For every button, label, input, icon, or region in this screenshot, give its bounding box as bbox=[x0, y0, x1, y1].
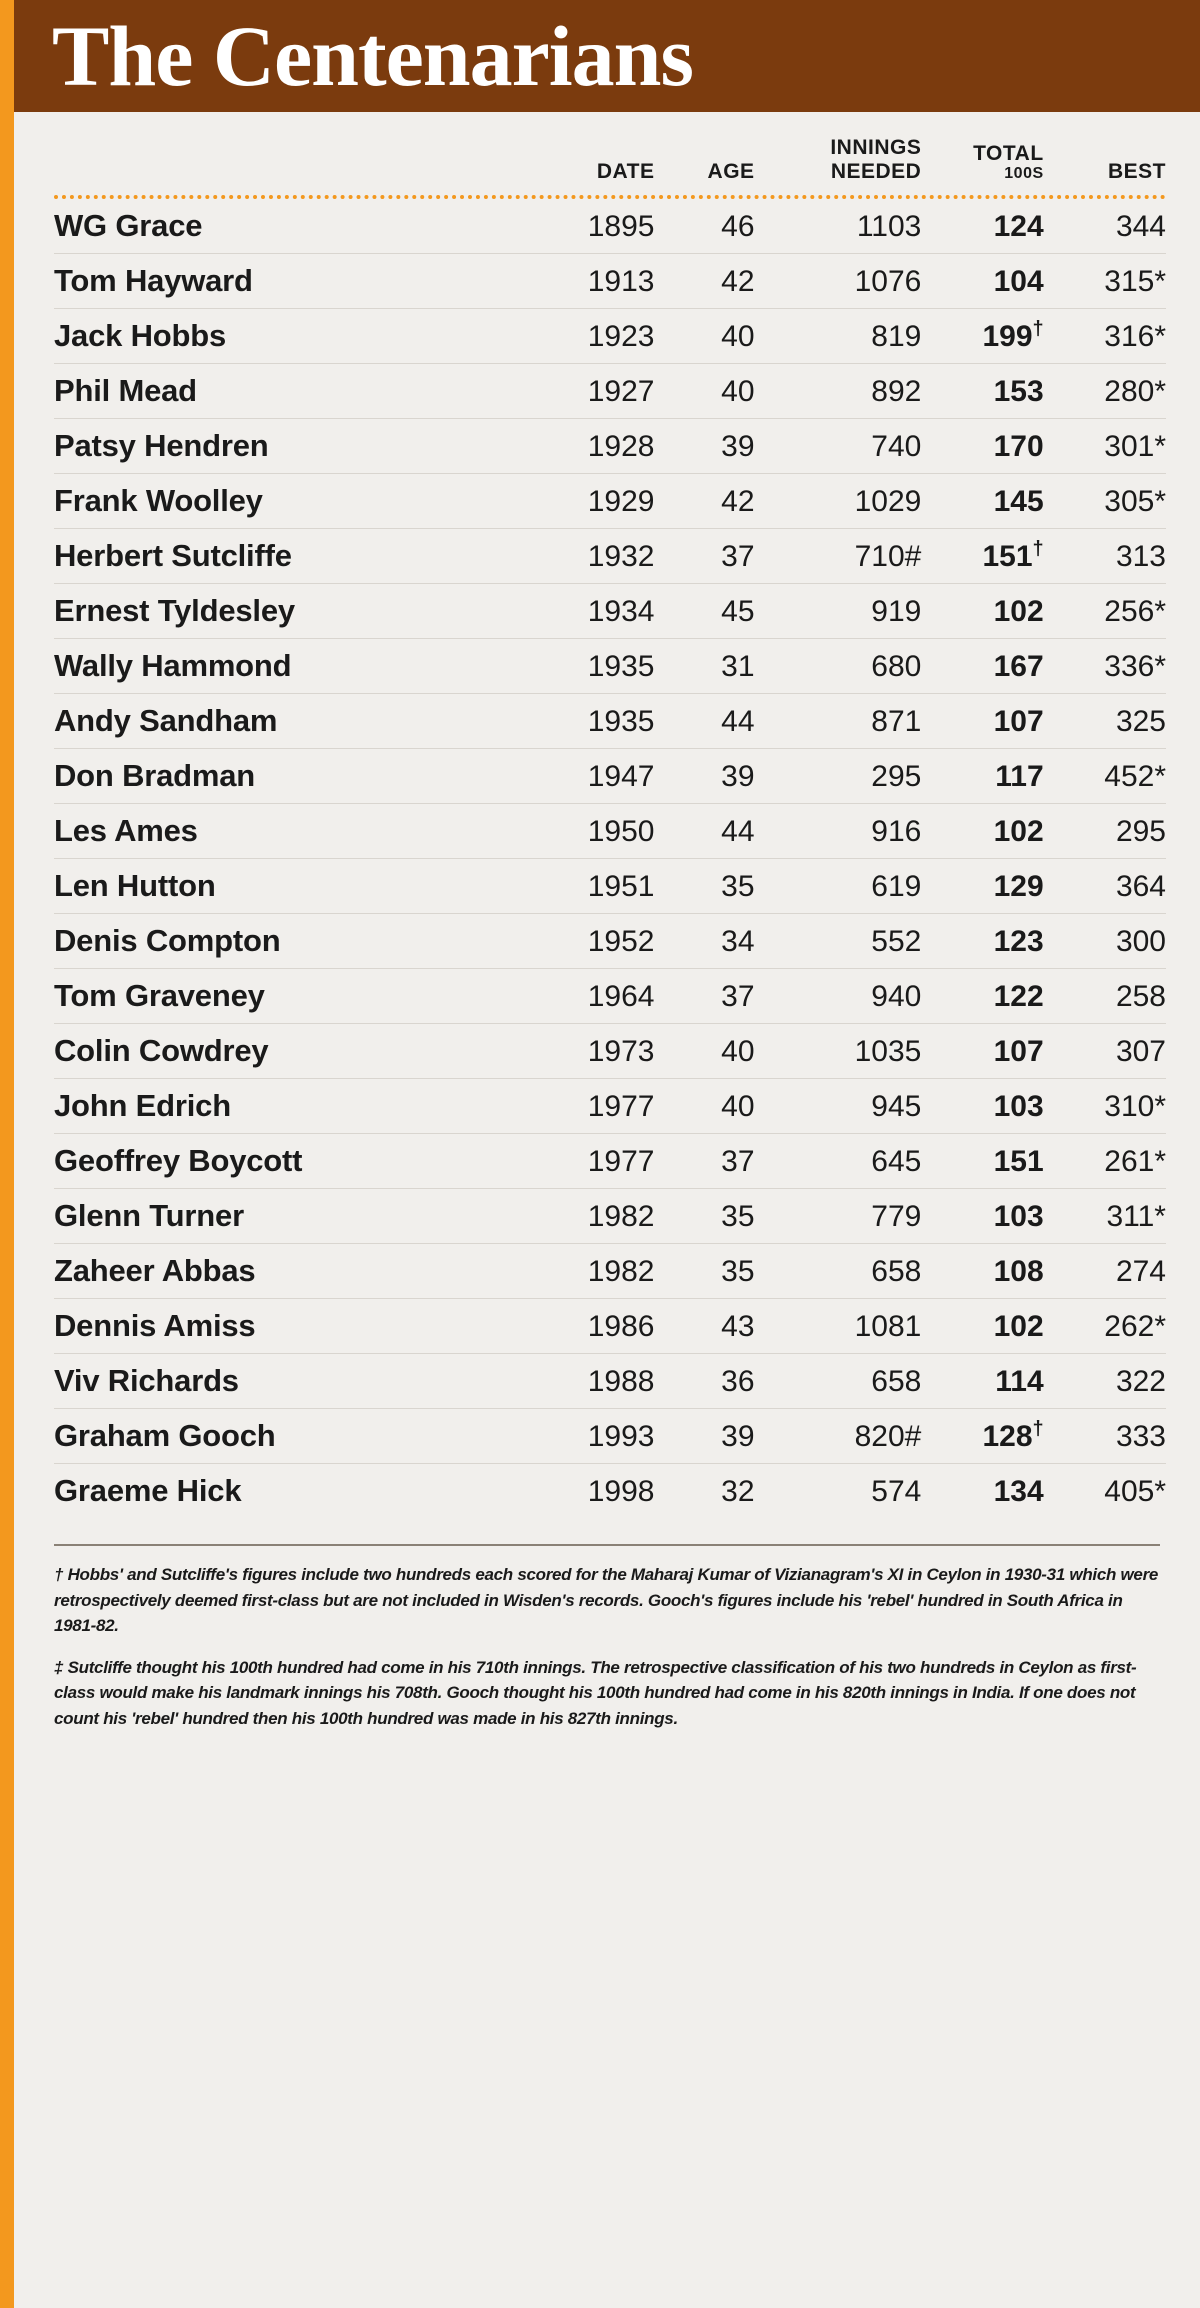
cell-date: 1913 bbox=[521, 254, 654, 309]
cell-innings: 820# bbox=[755, 1409, 922, 1464]
cell-total bbox=[921, 804, 1043, 859]
player-name: Les Ames bbox=[54, 804, 521, 859]
cell-best: 310* bbox=[1044, 1079, 1166, 1134]
cell-best: 262* bbox=[1044, 1299, 1166, 1354]
cell-age: 40 bbox=[654, 309, 754, 364]
table-row bbox=[54, 1189, 1166, 1244]
table-row bbox=[54, 914, 1166, 969]
cell-age: 36 bbox=[654, 1354, 754, 1409]
column-header-innings-needed: INNINGS NEEDED bbox=[830, 136, 922, 183]
cell-best: 280* bbox=[1044, 364, 1166, 419]
total-value: 103 bbox=[993, 1090, 1044, 1124]
player-name: Len Hutton bbox=[54, 859, 521, 914]
centenarians-table bbox=[54, 112, 1166, 1518]
cell-innings: 710# bbox=[755, 529, 922, 584]
total-value: 117 bbox=[995, 760, 1044, 794]
cell-best: 258 bbox=[1044, 969, 1166, 1024]
total-dagger-marker: † bbox=[1032, 318, 1044, 341]
cell-date: 1977 bbox=[521, 1134, 654, 1189]
cell-total bbox=[921, 1134, 1043, 1189]
total-value: 102 bbox=[993, 1310, 1044, 1344]
cell-age: 32 bbox=[721, 1475, 755, 1509]
cell-date: 1934 bbox=[521, 584, 654, 639]
cell-total bbox=[921, 364, 1043, 419]
cell-age: 35 bbox=[654, 1189, 754, 1244]
cell-date: 1964 bbox=[521, 969, 654, 1024]
column-header-best: BEST bbox=[1107, 159, 1166, 183]
cell-best: 261* bbox=[1044, 1134, 1166, 1189]
cell-best: 316* bbox=[1044, 309, 1166, 364]
table-row bbox=[54, 804, 1166, 859]
cell-best: 305* bbox=[1044, 474, 1166, 529]
cell-best: 301* bbox=[1044, 419, 1166, 474]
cell-innings: 1029 bbox=[755, 474, 922, 529]
player-name: Denis Compton bbox=[54, 914, 521, 969]
player-name: Viv Richards bbox=[54, 1354, 521, 1409]
cell-innings: 945 bbox=[755, 1079, 922, 1134]
cell-best: 313 bbox=[1044, 529, 1166, 584]
table-row bbox=[54, 199, 1166, 254]
player-name: Andy Sandham bbox=[54, 694, 521, 749]
table-row bbox=[54, 969, 1166, 1024]
cell-age: 35 bbox=[654, 859, 754, 914]
total-value: 107 bbox=[993, 1035, 1044, 1069]
cell-date: 1929 bbox=[521, 474, 654, 529]
table-row bbox=[54, 584, 1166, 639]
cell-date: 1895 bbox=[521, 199, 654, 254]
cell-age: 42 bbox=[654, 474, 754, 529]
cell-total bbox=[921, 254, 1043, 309]
cell-date: 1947 bbox=[521, 749, 654, 804]
table-row bbox=[54, 1244, 1166, 1299]
cell-innings: 619 bbox=[755, 859, 922, 914]
player-name: Patsy Hendren bbox=[54, 419, 521, 474]
cell-best: 300 bbox=[1044, 914, 1166, 969]
cell-innings: 919 bbox=[755, 584, 922, 639]
cell-date: 1935 bbox=[521, 639, 654, 694]
total-value: 128 bbox=[982, 1420, 1033, 1454]
table-row bbox=[54, 1464, 1166, 1519]
player-name: Graeme Hick bbox=[54, 1473, 242, 1509]
cell-date: 1988 bbox=[521, 1354, 654, 1409]
cell-date: 1928 bbox=[521, 419, 654, 474]
cell-best: 295 bbox=[1044, 804, 1166, 859]
total-value: 124 bbox=[993, 210, 1044, 244]
table-header bbox=[54, 112, 1166, 199]
player-name: WG Grace bbox=[54, 199, 521, 254]
table-row bbox=[54, 1299, 1166, 1354]
cell-date: 1993 bbox=[521, 1409, 654, 1464]
column-header-date: DATE bbox=[596, 159, 655, 183]
cell-innings: 779 bbox=[755, 1189, 922, 1244]
cell-age: 37 bbox=[654, 969, 754, 1024]
player-name: Glenn Turner bbox=[54, 1189, 521, 1244]
player-name: Zaheer Abbas bbox=[54, 1244, 521, 1299]
total-value: 104 bbox=[993, 265, 1044, 299]
cell-date: 1986 bbox=[521, 1299, 654, 1354]
masthead bbox=[14, 0, 1200, 112]
total-value: 108 bbox=[993, 1255, 1044, 1289]
total-value: 199 bbox=[982, 320, 1033, 354]
cell-innings: 740 bbox=[755, 419, 922, 474]
column-header-name bbox=[54, 112, 521, 189]
footnote-divider bbox=[54, 1544, 1160, 1546]
cell-innings: 819 bbox=[755, 309, 922, 364]
total-value: 122 bbox=[993, 980, 1044, 1014]
total-dagger-marker: † bbox=[1032, 538, 1044, 561]
cell-age: 37 bbox=[654, 529, 754, 584]
cell-age: 44 bbox=[654, 694, 754, 749]
table-row bbox=[54, 1354, 1166, 1409]
cell-age: 31 bbox=[654, 639, 754, 694]
footnote-dagger: † Hobbs' and Sutcliffe's figures include two hundreds each scored for the Maharaj Kumar of Vizianagram's XI in Ceylon in 1930-31 which were retrospectively deemed first-class but are not included in Wisden's records. Gooch's figures include his 'rebel' hundred in South Africa in 1981-82. bbox=[54, 1565, 1159, 1636]
cell-innings: 295 bbox=[755, 749, 922, 804]
cell-best: 274 bbox=[1044, 1244, 1166, 1299]
cell-innings: 1035 bbox=[755, 1024, 922, 1079]
cell-total bbox=[921, 1464, 1043, 1519]
cell-age: 46 bbox=[654, 199, 754, 254]
cell-best: 322 bbox=[1044, 1354, 1166, 1409]
accent-bar-left bbox=[0, 0, 14, 2308]
player-name: Herbert Sutcliffe bbox=[54, 529, 521, 584]
cell-date: 1935 bbox=[521, 694, 654, 749]
cell-best: 452* bbox=[1044, 749, 1166, 804]
cell-age: 35 bbox=[654, 1244, 754, 1299]
column-header-total-100s: TOTAL 100S bbox=[973, 141, 1044, 183]
cell-innings: 574 bbox=[871, 1475, 922, 1509]
cell-total bbox=[921, 199, 1043, 254]
table-row bbox=[54, 639, 1166, 694]
cell-innings: 871 bbox=[755, 694, 922, 749]
table-row bbox=[54, 1409, 1166, 1464]
table-row bbox=[54, 364, 1166, 419]
table-row bbox=[54, 474, 1166, 529]
cell-total bbox=[921, 859, 1043, 914]
table-row bbox=[54, 529, 1166, 584]
total-value: 145 bbox=[993, 485, 1044, 519]
cell-date: 1982 bbox=[521, 1244, 654, 1299]
table-body bbox=[54, 199, 1166, 1518]
table-row bbox=[54, 309, 1166, 364]
table-row bbox=[54, 859, 1166, 914]
cell-date: 1923 bbox=[521, 309, 654, 364]
cell-innings: 645 bbox=[755, 1134, 922, 1189]
player-name: Wally Hammond bbox=[54, 639, 521, 694]
total-value: 153 bbox=[993, 375, 1044, 409]
column-header-age: AGE bbox=[707, 159, 755, 183]
cell-total bbox=[921, 529, 1043, 584]
cell-innings: 680 bbox=[755, 639, 922, 694]
player-name: Dennis Amiss bbox=[54, 1299, 521, 1354]
cell-date: 1927 bbox=[521, 364, 654, 419]
cell-age: 44 bbox=[654, 804, 754, 859]
player-name: Don Bradman bbox=[54, 749, 521, 804]
cell-total bbox=[921, 1079, 1043, 1134]
total-value: 167 bbox=[993, 650, 1044, 684]
cell-total bbox=[921, 1299, 1043, 1354]
cell-date: 1982 bbox=[521, 1189, 654, 1244]
cell-total bbox=[921, 914, 1043, 969]
table-row bbox=[54, 1079, 1166, 1134]
cell-innings: 658 bbox=[755, 1244, 922, 1299]
cell-innings: 940 bbox=[755, 969, 922, 1024]
header-rule bbox=[54, 189, 1166, 199]
cell-best: 315* bbox=[1044, 254, 1166, 309]
table-row bbox=[54, 1024, 1166, 1079]
player-name: Geoffrey Boycott bbox=[54, 1134, 521, 1189]
cell-age: 39 bbox=[654, 1409, 754, 1464]
total-value: 107 bbox=[993, 705, 1044, 739]
player-name: John Edrich bbox=[54, 1079, 521, 1134]
cell-age: 34 bbox=[654, 914, 754, 969]
table-row bbox=[54, 419, 1166, 474]
cell-age: 40 bbox=[654, 1079, 754, 1134]
cell-total bbox=[921, 1189, 1043, 1244]
cell-total bbox=[921, 1024, 1043, 1079]
cell-innings: 892 bbox=[755, 364, 922, 419]
table-row bbox=[54, 254, 1166, 309]
table-container bbox=[14, 112, 1200, 1518]
cell-best: 311* bbox=[1044, 1189, 1166, 1244]
cell-total bbox=[921, 1244, 1043, 1299]
table-row bbox=[54, 694, 1166, 749]
player-name: Colin Cowdrey bbox=[54, 1024, 521, 1079]
cell-age: 42 bbox=[654, 254, 754, 309]
cell-date: 1977 bbox=[521, 1079, 654, 1134]
cell-age: 39 bbox=[654, 419, 754, 474]
cell-age: 40 bbox=[654, 364, 754, 419]
cell-innings: 1103 bbox=[755, 199, 922, 254]
total-value: 170 bbox=[993, 430, 1044, 464]
cell-date: 1998 bbox=[587, 1475, 655, 1509]
cell-age: 43 bbox=[654, 1299, 754, 1354]
footnotes-section bbox=[14, 1518, 1200, 1765]
cell-best: 256* bbox=[1044, 584, 1166, 639]
cell-date: 1951 bbox=[521, 859, 654, 914]
player-name: Tom Hayward bbox=[54, 254, 521, 309]
cell-total bbox=[921, 969, 1043, 1024]
content-area bbox=[14, 0, 1200, 1765]
cell-date: 1952 bbox=[521, 914, 654, 969]
cell-age: 40 bbox=[654, 1024, 754, 1079]
total-value: 103 bbox=[993, 1200, 1044, 1234]
total-value: 134 bbox=[993, 1475, 1044, 1509]
cell-date: 1950 bbox=[521, 804, 654, 859]
cell-total bbox=[921, 309, 1043, 364]
cell-age: 37 bbox=[654, 1134, 754, 1189]
total-value: 114 bbox=[995, 1365, 1044, 1399]
cell-total bbox=[921, 749, 1043, 804]
cell-total bbox=[921, 419, 1043, 474]
cell-date: 1973 bbox=[521, 1024, 654, 1079]
cell-innings: 552 bbox=[755, 914, 922, 969]
cell-innings: 1081 bbox=[755, 1299, 922, 1354]
player-name: Jack Hobbs bbox=[54, 309, 521, 364]
cell-date: 1932 bbox=[521, 529, 654, 584]
cell-age: 45 bbox=[654, 584, 754, 639]
cell-age: 39 bbox=[654, 749, 754, 804]
table-row bbox=[54, 1134, 1166, 1189]
footnote-double-dagger: ‡ Sutcliffe thought his 100th hundred had come in his 710th innings. The retrospective classification of his two hundreds in Ceylon as first-class would make his landmark innings his 708th. Gooch thought his 100th hundred had come in his 820th innings in India. If one does not count his 'rebel' hundred then his 100th hundred was made in his 827th innings. bbox=[54, 1657, 1137, 1728]
table-row bbox=[54, 749, 1166, 804]
cell-total bbox=[921, 1354, 1043, 1409]
total-dagger-marker: † bbox=[1032, 1418, 1044, 1441]
total-value: 102 bbox=[993, 595, 1044, 629]
total-value: 102 bbox=[993, 815, 1044, 849]
cell-total bbox=[921, 639, 1043, 694]
cell-best: 307 bbox=[1044, 1024, 1166, 1079]
cell-total bbox=[921, 1409, 1043, 1464]
player-name: Frank Woolley bbox=[54, 474, 521, 529]
player-name: Tom Graveney bbox=[54, 969, 521, 1024]
cell-innings: 658 bbox=[755, 1354, 922, 1409]
player-name: Ernest Tyldesley bbox=[54, 584, 521, 639]
player-name: Phil Mead bbox=[54, 364, 521, 419]
total-value: 129 bbox=[993, 870, 1044, 904]
cell-innings: 916 bbox=[755, 804, 922, 859]
cell-innings: 1076 bbox=[755, 254, 922, 309]
cell-total bbox=[921, 584, 1043, 639]
cell-total bbox=[921, 694, 1043, 749]
total-value: 123 bbox=[993, 925, 1044, 959]
total-value: 151 bbox=[993, 1145, 1044, 1179]
cell-best: 405* bbox=[1104, 1475, 1166, 1509]
cell-total bbox=[921, 474, 1043, 529]
cell-best: 344 bbox=[1044, 199, 1166, 254]
player-name: Graham Gooch bbox=[54, 1409, 521, 1464]
cell-best: 333 bbox=[1044, 1409, 1166, 1464]
cell-best: 325 bbox=[1044, 694, 1166, 749]
total-value: 151 bbox=[982, 540, 1033, 574]
page-title: The Centenarians bbox=[52, 8, 693, 104]
cell-best: 364 bbox=[1044, 859, 1166, 914]
cell-best: 336* bbox=[1044, 639, 1166, 694]
